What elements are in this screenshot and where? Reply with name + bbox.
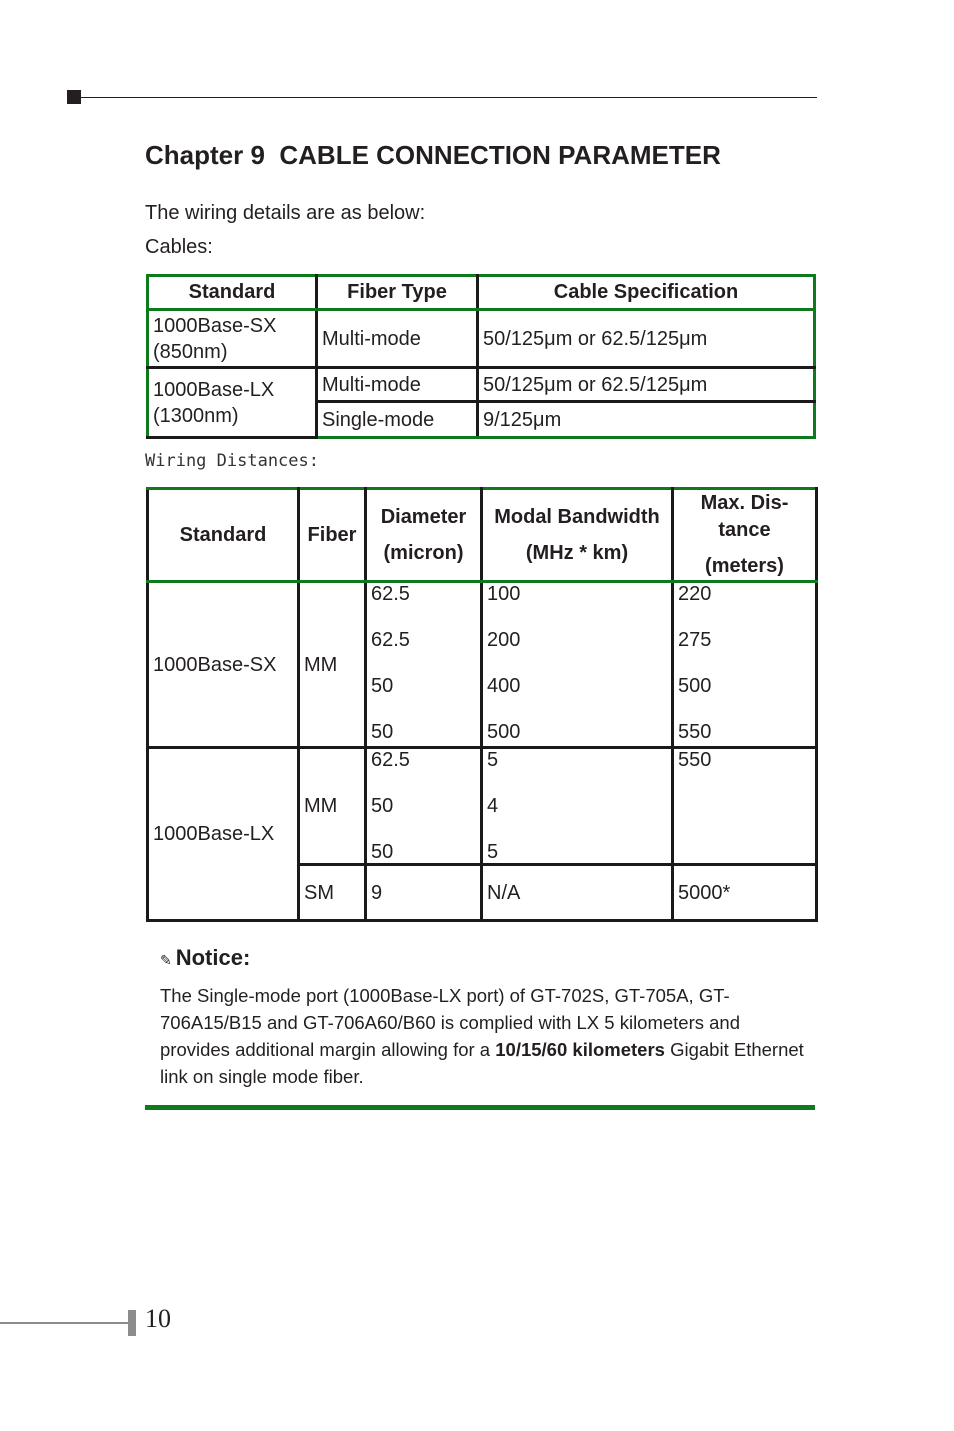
notice-text-part: The Single-mode port (1000Base-LX port) of GT-702S, GT-705A, GT-706A15/B15 and GT-706A60/B60 is complied with LX 5 kilometers and provides additional margin allowing for a [160, 985, 741, 1060]
wiring-header-diameter-unit: (micron) [383, 542, 464, 564]
wiring-lx-sm-diameter: 9 [366, 865, 482, 921]
wiring-sx-diameter: 50 [371, 721, 394, 743]
cables-lx-standard [148, 368, 317, 438]
footer-rule [0, 1322, 128, 1324]
notice-title: Notice: [175, 945, 251, 970]
cables-header-standard: Standard [148, 276, 317, 310]
wiring-distances-label: Wiring Distances: [145, 451, 319, 471]
wiring-lx-standard: 1000Base-LX [148, 748, 299, 921]
wiring-lx-sm-bandwidth: N/A [482, 865, 673, 921]
wiring-sx-distance: 220 [678, 583, 712, 605]
chapter-title: Chapter 9 CABLE CONNECTION PARAMETER [145, 140, 721, 170]
footer-bar-marker [128, 1310, 136, 1336]
wiring-lx-bandwidth: 4 [487, 795, 499, 817]
section-end-rule [145, 1105, 815, 1110]
cables-label: Cables: [145, 236, 213, 258]
wiring-lx-diameter: 62.5 [371, 749, 410, 771]
wiring-sx-bandwidth: 200 [487, 629, 521, 651]
cables-lx-spec-2: 9/125μm [478, 402, 815, 438]
notice-text [160, 982, 810, 1090]
wiring-sx-bandwidth: 400 [487, 675, 521, 697]
cables-sx-spec: 50/125μm or 62.5/125μm [478, 310, 815, 368]
wiring-sx-distance: 500 [678, 675, 712, 697]
wiring-sx-fiber: MM [299, 582, 366, 748]
cables-table [146, 274, 816, 439]
wiring-sx-diameter: 62.5 [371, 583, 410, 605]
pencil-icon: ✎ [160, 952, 172, 968]
header-square-marker [67, 90, 81, 104]
wiring-header-fiber: Fiber [299, 489, 366, 582]
table-row [148, 582, 817, 748]
wiring-lx-diameter: 50 [371, 841, 394, 863]
table-row [148, 368, 815, 402]
wiring-lx-bandwidth: 5 [487, 841, 499, 863]
wiring-lx-sm-fiber: SM [299, 865, 366, 921]
wiring-header-bandwidth [482, 489, 673, 582]
notice-heading [160, 945, 250, 971]
wiring-sx-diameter: 62.5 [371, 629, 410, 651]
wiring-lx-mm-diameters [366, 748, 482, 865]
wiring-lx-diameter: 50 [371, 795, 394, 817]
cables-lx-fiber-1: Multi-mode [317, 368, 478, 402]
notice-text-emphasis: 10/15/60 kilometers [495, 1039, 665, 1060]
cables-lx-wavelength: (1300nm) [153, 404, 239, 427]
cables-header-row [148, 276, 815, 310]
wiring-sx-diameters [366, 582, 482, 748]
wiring-lx-mm-distance [673, 748, 817, 865]
wiring-header-standard: Standard [148, 489, 299, 582]
wiring-sx-distance: 275 [678, 629, 712, 651]
page-number: 10 [145, 1304, 171, 1333]
wiring-distances-table [146, 487, 818, 922]
wiring-sx-diameter: 50 [371, 675, 394, 697]
cables-header-fiber-type: Fiber Type [317, 276, 478, 310]
cables-sx-standard-name: 1000Base-SX [153, 314, 277, 337]
wiring-lx-distance: 550 [678, 749, 712, 771]
wiring-sx-bandwidth: 100 [487, 583, 521, 605]
wiring-header-row [148, 489, 817, 582]
table-row [148, 310, 815, 368]
wiring-header-diameter-label: Diameter [380, 506, 467, 528]
cables-lx-spec-1: 50/125μm or 62.5/125μm [478, 368, 815, 402]
wiring-lx-mm-bandwidths [482, 748, 673, 865]
wiring-header-diameter [366, 489, 482, 582]
cables-sx-fiber: Multi-mode [317, 310, 478, 368]
wiring-header-bandwidth-unit: (MHz * km) [525, 542, 629, 564]
cables-sx-wavelength: (850nm) [153, 340, 228, 363]
wiring-sx-standard: 1000Base-SX [148, 582, 299, 748]
wiring-header-max-unit: (meters) [705, 555, 784, 577]
wiring-header-max-line1: Max. Dis- [700, 492, 789, 514]
table-row [148, 748, 817, 865]
cables-sx-standard [148, 310, 317, 368]
wiring-lx-mm-fiber: MM [299, 748, 366, 865]
cables-header-cable-spec: Cable Specification [478, 276, 815, 310]
wiring-sx-bandwidth: 500 [487, 721, 521, 743]
wiring-sx-bandwidths [482, 582, 673, 748]
header-rule [81, 97, 817, 98]
wiring-header-max-line2: tance [718, 519, 771, 541]
wiring-lx-sm-distance: 5000* [673, 865, 817, 921]
wiring-sx-distance: 550 [678, 721, 712, 743]
cables-lx-fiber-2: Single-mode [317, 402, 478, 438]
notice-text-part: Gigabit Ethernet link on single mode fiber. [160, 1039, 804, 1087]
cables-lx-standard-name: 1000Base-LX [153, 378, 275, 401]
wiring-sx-distances [673, 582, 817, 748]
wiring-lx-bandwidth: 5 [487, 749, 499, 771]
wiring-header-bandwidth-label: Modal Bandwidth [494, 506, 660, 528]
intro-text: The wiring details are as below: [145, 202, 426, 224]
wiring-header-max-distance [673, 489, 817, 582]
